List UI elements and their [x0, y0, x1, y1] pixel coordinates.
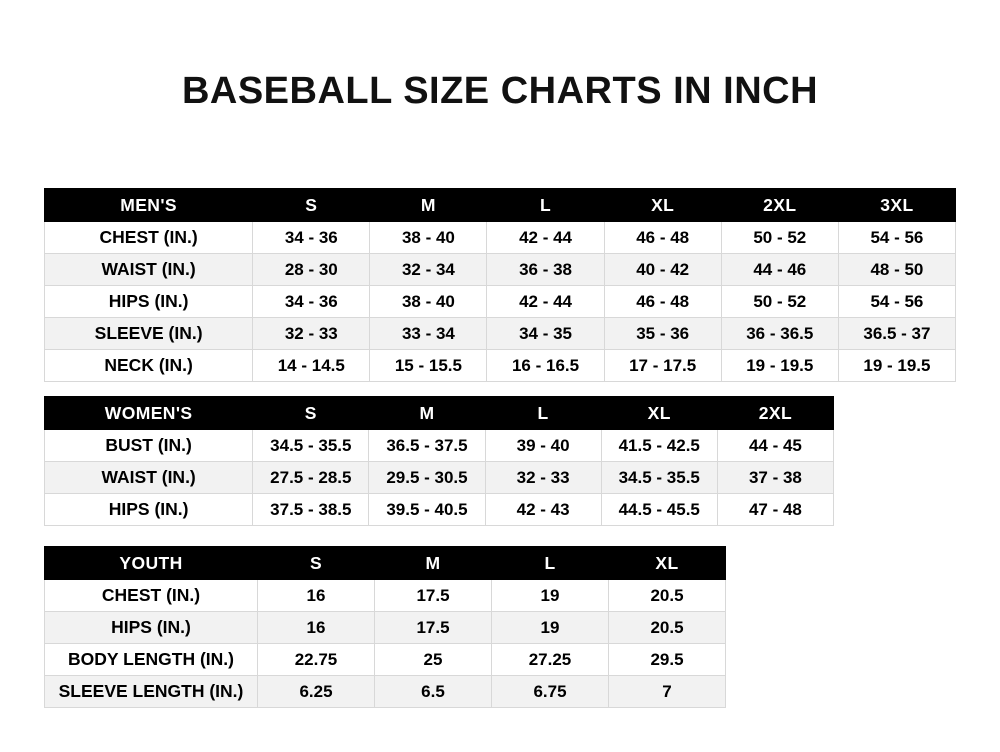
table-cell: 37 - 38 [717, 462, 833, 494]
mens-header-label: MEN'S [45, 189, 253, 222]
mens-column-header-s: S [253, 189, 370, 222]
mens-column-header-xl: XL [604, 189, 721, 222]
row-label: CHEST (IN.) [45, 222, 253, 254]
table-row [45, 676, 726, 708]
mens-column-header-2xl: 2XL [721, 189, 838, 222]
table-cell: 42 - 43 [485, 494, 601, 526]
table-row [45, 462, 834, 494]
table-cell: 16 - 16.5 [487, 350, 604, 382]
table-cell: 50 - 52 [721, 286, 838, 318]
table-cell: 17.5 [375, 612, 492, 644]
table-cell: 47 - 48 [717, 494, 833, 526]
row-label: HIPS (IN.) [45, 286, 253, 318]
table-cell: 44.5 - 45.5 [601, 494, 717, 526]
table-cell: 33 - 34 [370, 318, 487, 350]
table-cell: 37.5 - 38.5 [253, 494, 369, 526]
mens-table-body [45, 222, 956, 382]
table-row [45, 580, 726, 612]
table-cell: 39 - 40 [485, 430, 601, 462]
row-label: WAIST (IN.) [45, 254, 253, 286]
table-cell: 54 - 56 [838, 222, 955, 254]
table-cell: 16 [258, 580, 375, 612]
table-cell: 6.25 [258, 676, 375, 708]
table-cell: 6.75 [492, 676, 609, 708]
table-cell: 20.5 [609, 612, 726, 644]
table-cell: 19 [492, 580, 609, 612]
row-label: HIPS (IN.) [45, 612, 258, 644]
youth-column-header-m: M [375, 547, 492, 580]
table-row [45, 612, 726, 644]
youth-size-chart-block [44, 546, 725, 708]
womens-size-table [44, 396, 834, 526]
table-cell: 29.5 - 30.5 [369, 462, 485, 494]
table-cell: 28 - 30 [253, 254, 370, 286]
table-cell: 29.5 [609, 644, 726, 676]
youth-size-table [44, 546, 726, 708]
table-cell: 14 - 14.5 [253, 350, 370, 382]
table-cell: 34 - 35 [487, 318, 604, 350]
row-label: BODY LENGTH (IN.) [45, 644, 258, 676]
table-row [45, 318, 956, 350]
table-cell: 22.75 [258, 644, 375, 676]
table-cell: 46 - 48 [604, 286, 721, 318]
table-cell: 41.5 - 42.5 [601, 430, 717, 462]
table-cell: 34 - 36 [253, 286, 370, 318]
table-cell: 42 - 44 [487, 222, 604, 254]
table-cell: 6.5 [375, 676, 492, 708]
table-cell: 42 - 44 [487, 286, 604, 318]
table-cell: 7 [609, 676, 726, 708]
table-row [45, 350, 956, 382]
table-cell: 36 - 38 [487, 254, 604, 286]
table-cell: 38 - 40 [370, 222, 487, 254]
row-label: WAIST (IN.) [45, 462, 253, 494]
youth-table-body [45, 580, 726, 708]
youth-column-header-xl: XL [609, 547, 726, 580]
table-row [45, 286, 956, 318]
table-cell: 34.5 - 35.5 [601, 462, 717, 494]
row-label: CHEST (IN.) [45, 580, 258, 612]
table-row [45, 644, 726, 676]
table-cell: 36.5 - 37.5 [369, 430, 485, 462]
table-cell: 39.5 - 40.5 [369, 494, 485, 526]
mens-size-table [44, 188, 956, 382]
row-label: NECK (IN.) [45, 350, 253, 382]
table-cell: 16 [258, 612, 375, 644]
table-header-row [45, 189, 956, 222]
mens-size-chart-block [44, 188, 956, 382]
table-cell: 44 - 46 [721, 254, 838, 286]
table-cell: 19 [492, 612, 609, 644]
table-cell: 15 - 15.5 [370, 350, 487, 382]
row-label: SLEEVE (IN.) [45, 318, 253, 350]
table-cell: 17 - 17.5 [604, 350, 721, 382]
page-title: BASEBALL SIZE CHARTS IN INCH [181, 70, 819, 112]
table-cell: 19 - 19.5 [838, 350, 955, 382]
table-cell: 25 [375, 644, 492, 676]
table-header-row [45, 397, 834, 430]
womens-table-body [45, 430, 834, 526]
table-cell: 44 - 45 [717, 430, 833, 462]
table-row [45, 222, 956, 254]
table-cell: 36 - 36.5 [721, 318, 838, 350]
womens-table-header [45, 397, 834, 430]
womens-column-header-s: S [253, 397, 369, 430]
womens-column-header-xl: XL [601, 397, 717, 430]
youth-column-header-s: S [258, 547, 375, 580]
youth-header-label: YOUTH [45, 547, 258, 580]
womens-column-header-2xl: 2XL [717, 397, 833, 430]
table-cell: 38 - 40 [370, 286, 487, 318]
womens-header-label: WOMEN'S [45, 397, 253, 430]
table-cell: 35 - 36 [604, 318, 721, 350]
table-row [45, 494, 834, 526]
table-cell: 54 - 56 [838, 286, 955, 318]
womens-column-header-l: L [485, 397, 601, 430]
table-cell: 32 - 33 [485, 462, 601, 494]
table-header-row [45, 547, 726, 580]
youth-column-header-l: L [492, 547, 609, 580]
table-row [45, 430, 834, 462]
womens-column-header-m: M [369, 397, 485, 430]
mens-column-header-m: M [370, 189, 487, 222]
table-row [45, 254, 956, 286]
mens-column-header-l: L [487, 189, 604, 222]
table-cell: 34.5 - 35.5 [253, 430, 369, 462]
row-label: BUST (IN.) [45, 430, 253, 462]
row-label: SLEEVE LENGTH (IN.) [45, 676, 258, 708]
womens-size-chart-block [44, 396, 834, 526]
table-cell: 46 - 48 [604, 222, 721, 254]
table-cell: 19 - 19.5 [721, 350, 838, 382]
mens-column-header-3xl: 3XL [838, 189, 955, 222]
table-cell: 34 - 36 [253, 222, 370, 254]
table-cell: 40 - 42 [604, 254, 721, 286]
table-cell: 50 - 52 [721, 222, 838, 254]
table-cell: 32 - 34 [370, 254, 487, 286]
row-label: HIPS (IN.) [45, 494, 253, 526]
table-cell: 27.25 [492, 644, 609, 676]
table-cell: 32 - 33 [253, 318, 370, 350]
table-cell: 27.5 - 28.5 [253, 462, 369, 494]
mens-table-header [45, 189, 956, 222]
table-cell: 17.5 [375, 580, 492, 612]
table-cell: 48 - 50 [838, 254, 955, 286]
youth-table-header [45, 547, 726, 580]
table-cell: 36.5 - 37 [838, 318, 955, 350]
table-cell: 20.5 [609, 580, 726, 612]
